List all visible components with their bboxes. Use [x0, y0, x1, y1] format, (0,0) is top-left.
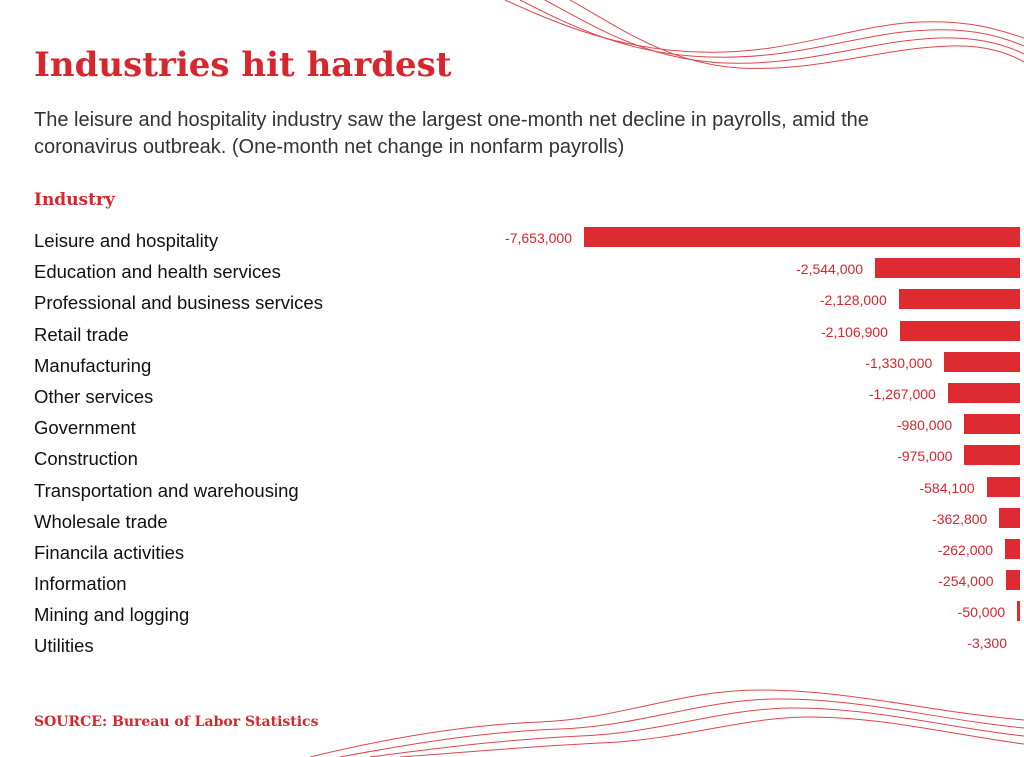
chart-row — [0, 506, 1024, 537]
chart-row — [0, 256, 1024, 287]
chart-row — [0, 475, 1024, 506]
category-label: Other services — [34, 385, 154, 407]
bar — [999, 508, 1020, 528]
category-label: Mining and logging — [34, 604, 190, 626]
category-label: Transportation and warehousing — [34, 479, 299, 501]
bar — [900, 321, 1020, 341]
value-label: -50,000 — [957, 604, 1006, 621]
chart-row — [0, 568, 1024, 599]
category-label: Manufacturing — [34, 354, 152, 376]
chart-row — [0, 350, 1024, 381]
value-label: -1,330,000 — [865, 354, 933, 371]
bar — [875, 258, 1020, 278]
value-label: -3,300 — [967, 635, 1007, 652]
bar — [944, 352, 1020, 372]
value-label: -975,000 — [897, 448, 953, 465]
source-note: SOURCE: Bureau of Labor Statistics — [34, 714, 319, 730]
value-label: -2,544,000 — [796, 261, 864, 278]
bar — [1017, 601, 1020, 621]
value-label: -7,653,000 — [505, 230, 572, 246]
bar — [948, 383, 1020, 403]
value-label: -1,267,000 — [868, 385, 936, 402]
category-label: Leisure and hospitality — [34, 230, 219, 251]
bar — [1006, 570, 1020, 590]
page-title: Industries hit hardest — [34, 45, 452, 85]
column-header-industry: Industry — [34, 190, 115, 210]
bar — [964, 414, 1020, 434]
category-label: Professional and business services — [34, 292, 323, 314]
chart-row — [0, 537, 1024, 568]
category-label: Construction — [34, 448, 138, 470]
bar — [899, 289, 1020, 309]
bar — [987, 477, 1020, 497]
value-label: -362,800 — [932, 510, 988, 527]
category-label: Retail trade — [34, 323, 129, 345]
value-label: -254,000 — [938, 573, 994, 590]
category-label: Financila activities — [34, 541, 185, 563]
category-label: Wholesale trade — [34, 510, 168, 532]
chart-row — [0, 381, 1024, 412]
value-label: -2,128,000 — [819, 292, 887, 309]
value-label: -980,000 — [896, 417, 953, 434]
chart-row — [0, 287, 1024, 318]
chart-row — [0, 630, 1024, 661]
bar-chart — [0, 225, 1024, 662]
value-label: -584,100 — [919, 479, 975, 496]
category-label: Education and health services — [34, 261, 281, 283]
chart-row — [0, 319, 1024, 350]
category-label: Information — [34, 573, 127, 595]
category-label: Utilities — [34, 635, 94, 657]
bar — [584, 227, 1020, 247]
chart-row — [0, 599, 1024, 630]
bar — [964, 445, 1020, 465]
chart-row — [0, 225, 1024, 256]
category-label: Government — [34, 417, 136, 439]
chart-row — [0, 443, 1024, 474]
bar — [1005, 539, 1020, 559]
value-label: -262,000 — [937, 541, 994, 558]
chart-row — [0, 412, 1024, 443]
chart-subtitle: The leisure and hospitality industry saw the largest one-month net decline in payrolls, amid the coronavirus outbreak. (One-month net change in nonfarm payrolls) — [34, 109, 869, 158]
value-label: -2,106,900 — [821, 323, 888, 340]
